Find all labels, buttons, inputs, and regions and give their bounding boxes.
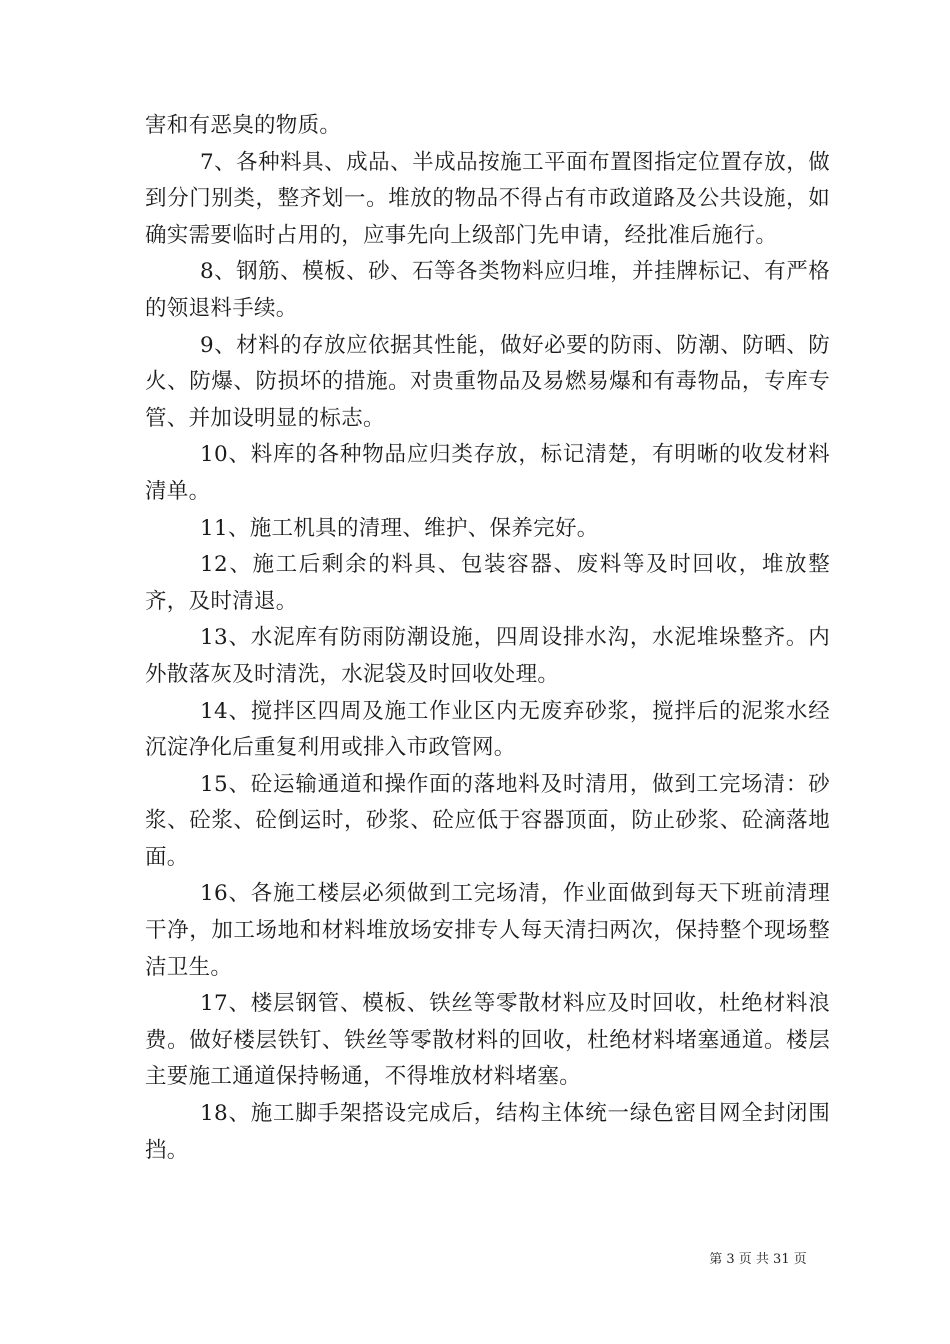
paragraph-item-11: 11、施工机具的清理、维护、保养完好。 <box>200 515 599 541</box>
paragraph-item-13: 13、水泥库有防雨防潮设施，四周设排水沟，水泥堆垛整齐。内外散落灰及时清洗，水泥袋及时回收处理。 <box>145 625 830 687</box>
paragraph-item-14: 14、搅拌区四周及施工作业区内无废弃砂浆，搅拌后的泥浆水经沉淀净化后重复利用或排入市政管网。 <box>145 698 830 761</box>
paragraph-continuation: 害和有恶臭的物质。 <box>145 113 342 138</box>
paragraph-item-9: 9、材料的存放应依据其性能，做好必要的防雨、防潮、防晒、防火、防爆、防损坏的措施。对贵重物品及易燃易爆和有毒物品，专库专管、并加设明显的标志。 <box>145 332 830 431</box>
paragraph-item-7: 7、各种料具、成品、半成品按施工平面布置图指定位置存放，做到分门别类，整齐划一。堆放的物品不得占有市政道路及公共设施，如确实需要临时占用的，应事先向上级部门先申请，经批准后施行。 <box>145 149 830 248</box>
paragraph-item-16: 16、各施工楼层必须做到工完场清，作业面做到每天下班前清理干净，加工场地和材料堆放场安排专人每天清扫两次，保持整个现场整洁卫生。 <box>145 881 830 980</box>
page-number-label: 第 3 页 共 31 页 <box>709 1252 807 1267</box>
paragraph-item-10: 10、料库的各种物品应归类存放，标记清楚，有明晰的收发材料清单。 <box>145 442 830 504</box>
paragraph-item-17: 17、楼层钢管、模板、铁丝等零散材料应及时回收，杜绝材料浪费。做好楼层铁钉、铁丝等零散材料的回收，杜绝材料堵塞通道。楼层主要施工通道保持畅通，不得堆放材料堵塞。 <box>145 991 830 1090</box>
paragraph-item-18: 18、施工脚手架搭设完成后，结构主体统一绿色密目网全封闭围挡。 <box>145 1101 830 1163</box>
document-body <box>145 108 830 1169</box>
paragraph-item-15: 15、砼运输通道和操作面的落地料及时清用，做到工完场清：砂浆、砼浆、砼倒运时，砂浆、砼应低于容器顶面，防止砂浆、砼滴落地面。 <box>145 771 830 870</box>
paragraph-item-8: 8、钢筋、模板、砂、石等各类物料应归堆，并挂牌标记、有严格的领退料手续。 <box>145 259 830 321</box>
paragraph-item-12: 12、施工后剩余的料具、包装容器、废料等及时回收，堆放整齐，及时清退。 <box>145 552 830 614</box>
page-footer <box>0 1248 950 1267</box>
